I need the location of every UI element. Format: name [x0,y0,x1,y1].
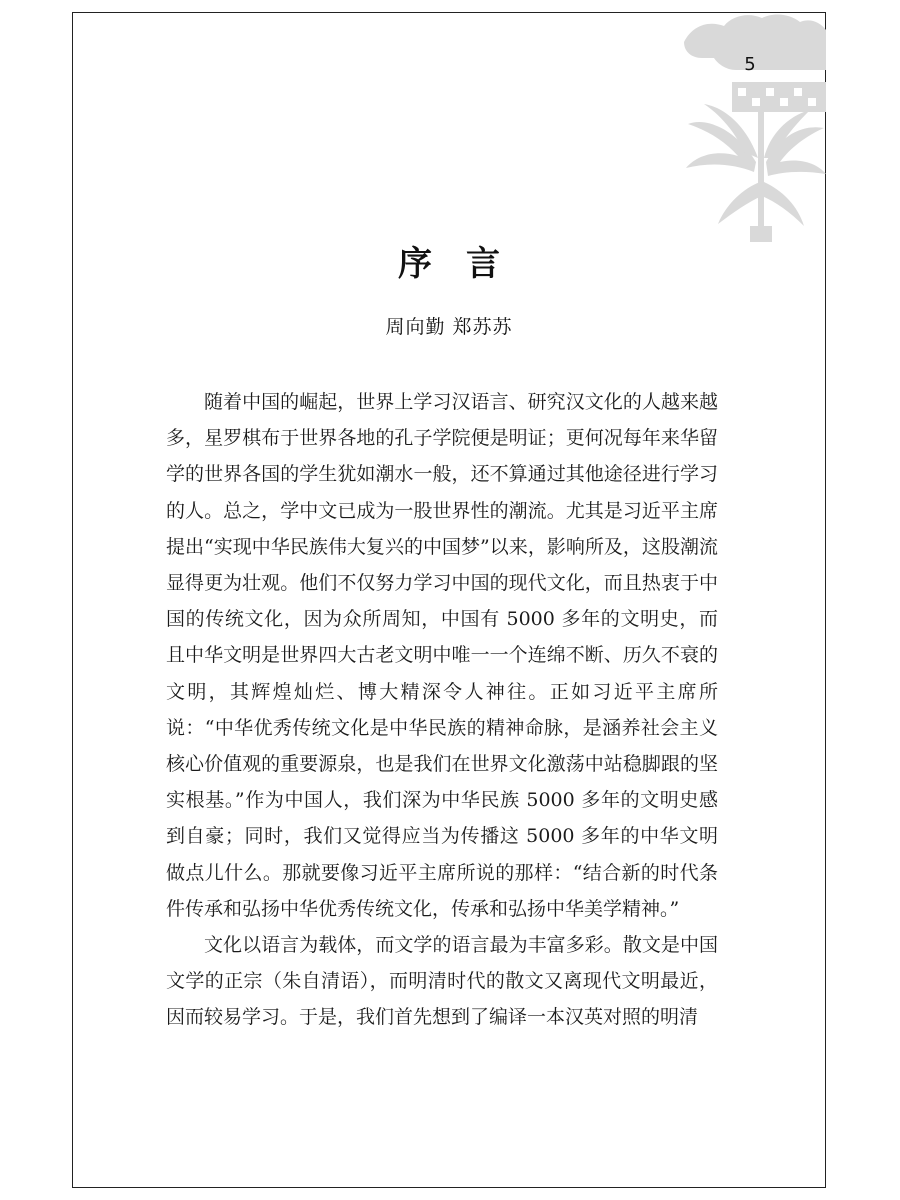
decorative-palace-tree-ornament [678,12,826,252]
palm-trunk [758,112,764,232]
page-title: 序言 [398,244,534,284]
preface-body [166,384,718,1036]
page-number: 5 [744,54,756,75]
fret-band [732,82,826,112]
fret-window-2 [752,98,760,106]
fret-window-4 [780,98,788,106]
fret-window-1 [738,88,746,96]
paragraph: 随着中国的崛起，世界上学习汉语言、研究汉文化的人越来越多，星罗棋布于世界各地的孔子学院便是明证；更何况每年来华留学的世界各国的学生犹如潮水一般，还不算通过其他途径进行学习的人。总之，学中文已成为一股世界性的潮流。尤其是习近平主席提出“实现中华民族伟大复兴的中国梦”以来，影响所及，这股潮流显得更为壮观。他们不仅努力学习中国的现代文化，而且热衷于中国的传统文化，因为众所周知，中国有 5000 多年的文明史，而且中华文明是世界四大古老文明中唯一一个连绵不断、历久不衰的文明，其辉煌灿烂、博大精深令人神往。正如习近平主席所说：“中华优秀传统文化是中华民族的精神命脉，是涵养社会主义核心价值观的重要源泉，也是我们在世界文化激荡中站稳脚跟的坚实根基。”作为中国人，我们深为中华民族 5000 多年的文明史感到自豪；同时，我们又觉得应当为传播这 5000 多年的中华文明做点儿什么。那就要像习近平主席所说的那样：“结合新的时代条件传承和弘扬中华优秀传统文化，传承和弘扬中华美学精神。” [166,391,718,920]
fret-window-3 [766,88,774,96]
palm-frond-lower [718,182,762,224]
fret-window-6 [808,98,816,106]
palm-frond-lower-right [762,182,804,226]
authors-byline: 周向勤 郑苏苏 [385,316,513,338]
fret-window-5 [794,88,802,96]
paragraph: 文化以语言为载体，而文学的语言最为丰富多彩。散文是中国文学的正宗（朱自清语），而明清时代的散文又离现代文明最近，因而较易学习。于是，我们首先想到了编译一本汉英对照的明清 [166,934,718,1029]
